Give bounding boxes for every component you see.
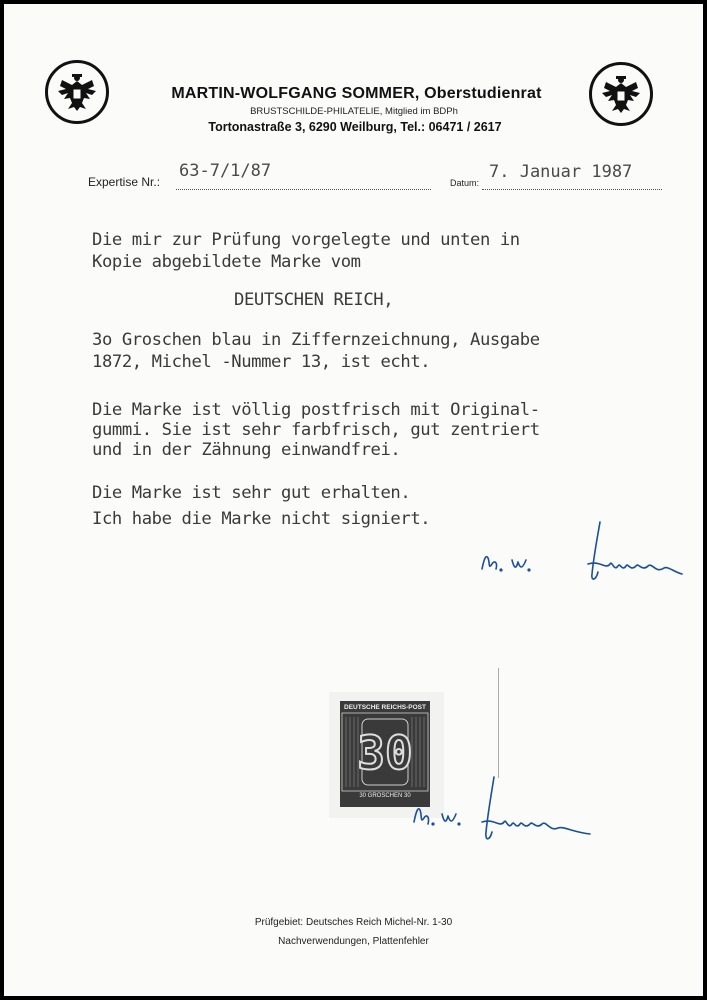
body-line: Die mir zur Prüfung vorgelegte und unten in <box>92 230 520 250</box>
stamp-top-text: DEUTSCHE REICHS-POST <box>344 704 426 711</box>
expertise-label: Expertise Nr.: <box>88 175 161 189</box>
body-line: 3o Groschen blau in Ziffernzeichnung, Ausgabe <box>92 330 540 350</box>
body-line: Die Marke ist sehr gut erhalten. <box>92 483 411 503</box>
body-line: und in der Zähnung einwandfrei. <box>92 440 401 460</box>
handwritten-signature <box>470 514 700 589</box>
certificate-page <box>4 4 703 996</box>
country-heading: DEUTSCHEN REICH, <box>234 290 394 310</box>
stamp-value: 30 <box>357 726 413 780</box>
date-dotted-line <box>482 189 662 190</box>
body-line: gummi. Sie ist sehr farbfrisch, gut zentriert <box>92 420 540 440</box>
footer-line-1: Prüfgebiet: Deutsches Reich Michel-Nr. 1-30 <box>254 917 453 928</box>
date-label: Datum: <box>450 178 480 188</box>
letterhead-address: Tortonastraße 3, 6290 Weilburg, Tel.: 06471 / 2617 <box>208 120 502 134</box>
footer-line-2: Nachverwendungen, Plattenfehler <box>278 936 429 947</box>
body-line: Ich habe die Marke nicht signiert. <box>92 509 431 529</box>
eagle-seal-left-icon <box>45 60 109 124</box>
body-line: Kopie abgebildete Marke vom <box>92 252 361 272</box>
eagle-seal-right-icon <box>589 62 653 126</box>
handwritten-signature-on-stamp <box>404 772 604 847</box>
stamp-bottom-text: 30 GROSCHEN 30 <box>359 793 411 799</box>
body-line: 1872, Michel -Nummer 13, ist echt. <box>92 352 431 372</box>
expertise-number: 63-7/1/87 <box>179 161 272 181</box>
pencil-mark <box>498 668 499 778</box>
certificate-date: 7. Januar 1987 <box>489 162 633 182</box>
body-line: Die Marke ist völlig postfrisch mit Original- <box>92 400 540 420</box>
letterhead-subtitle: BRUSTSCHILDE-PHILATELIE, Mitglied im BDPh <box>250 106 458 117</box>
expertise-dotted-line <box>176 189 431 190</box>
letterhead-name: MARTIN-WOLFGANG SOMMER, Oberstudienrat <box>171 85 542 102</box>
